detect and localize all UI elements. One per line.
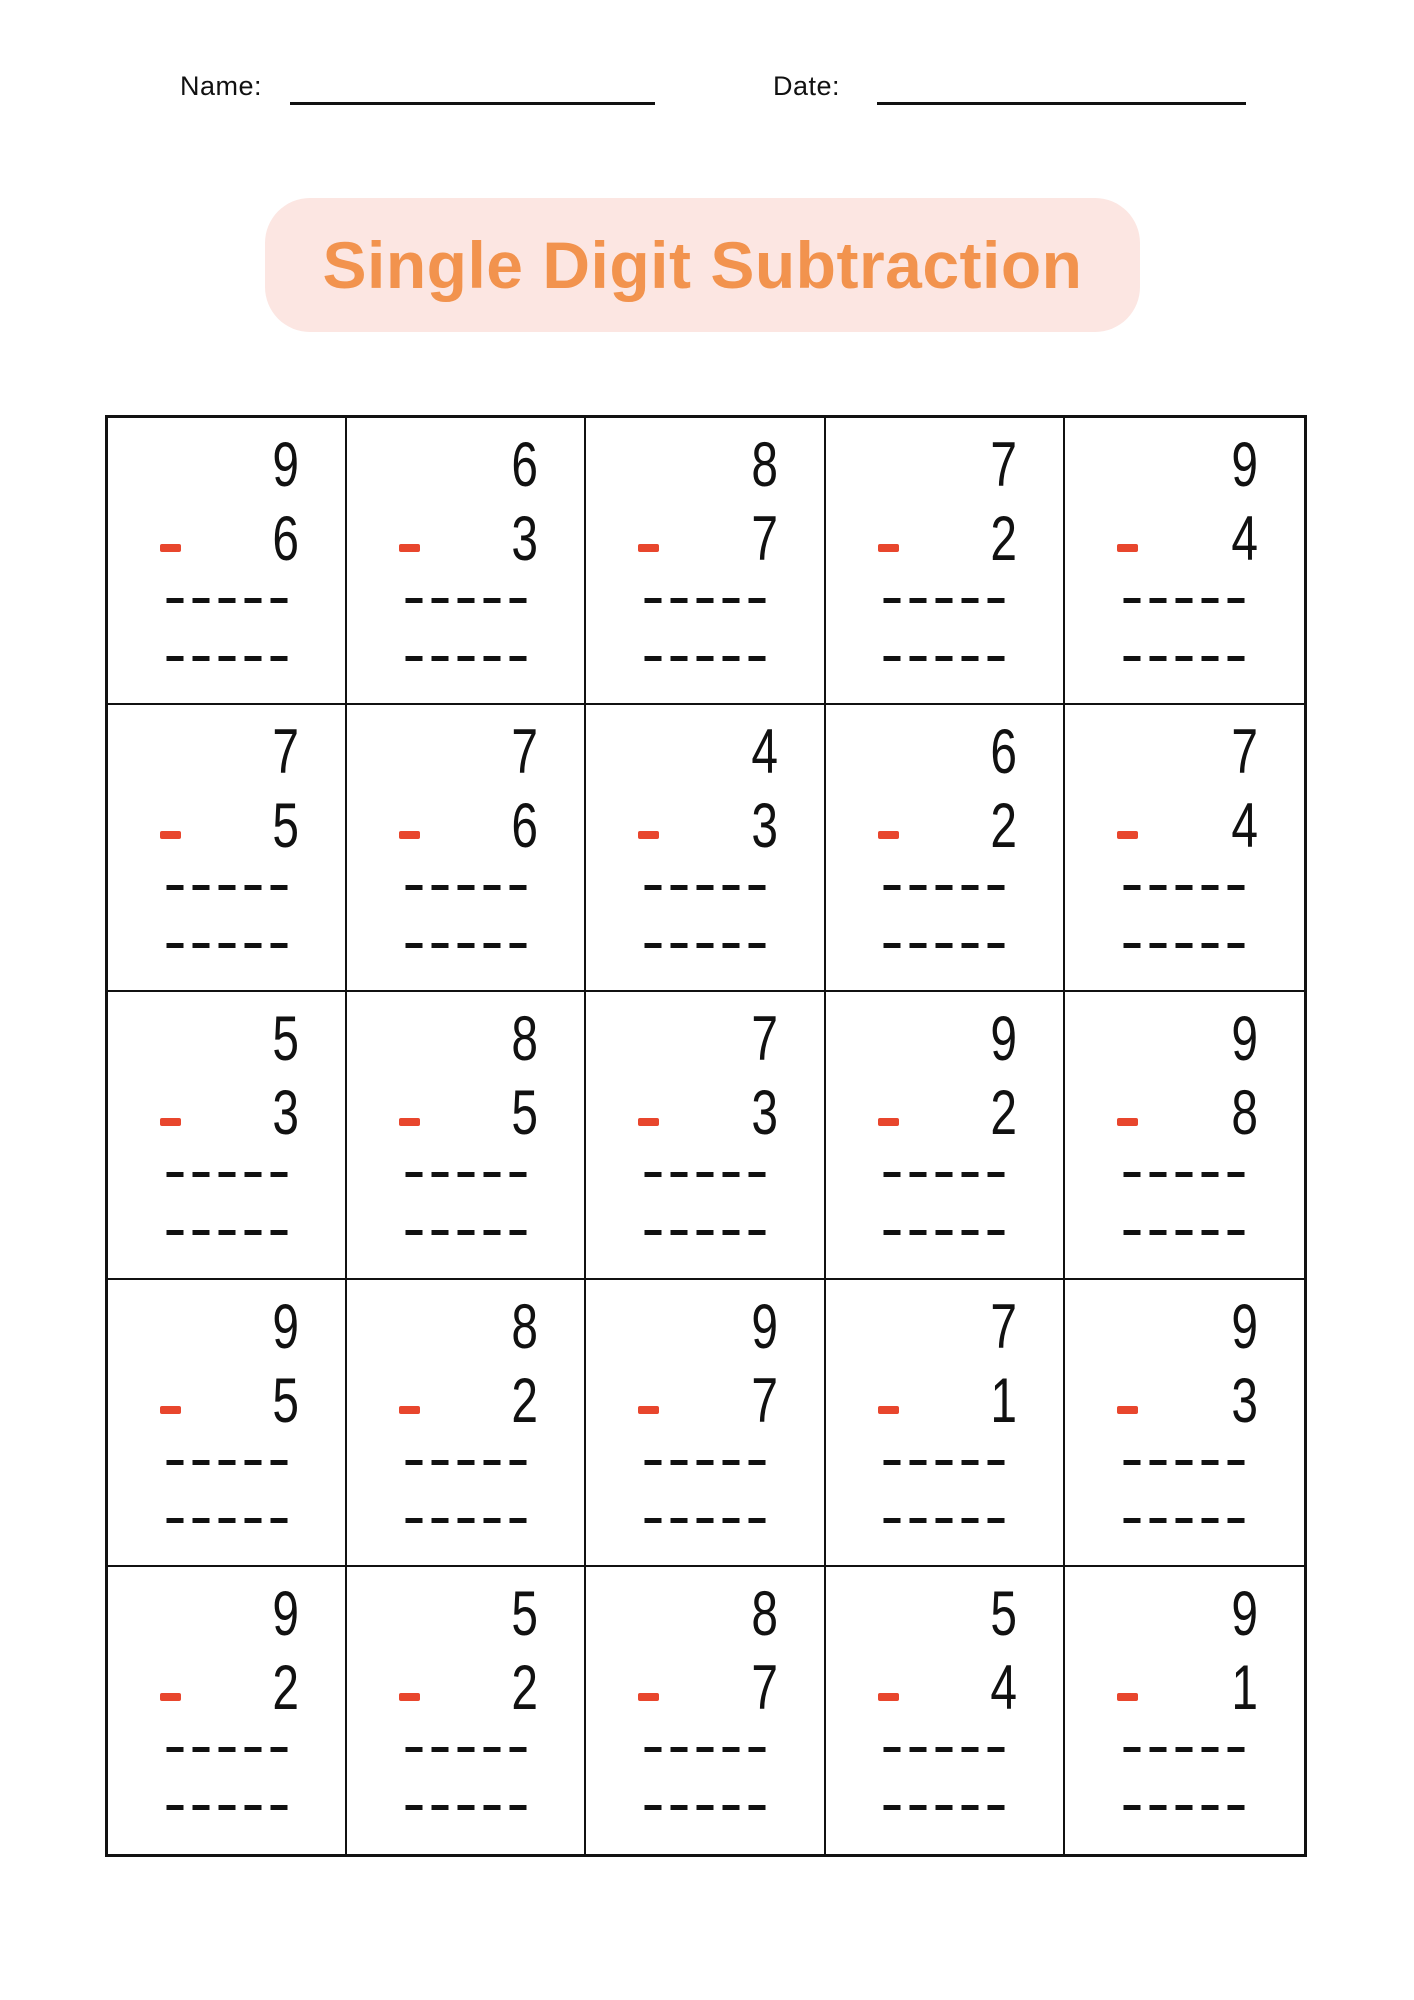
answer-line-1 (1124, 1460, 1245, 1465)
problem-cell (826, 1280, 1065, 1567)
operand-row (638, 504, 778, 574)
minus-icon (160, 544, 181, 552)
problem-cell (347, 705, 586, 992)
minus-icon (878, 1406, 899, 1414)
operand-row (1117, 1078, 1258, 1149)
minus-icon (638, 1406, 659, 1414)
answer-line-2 (166, 656, 287, 661)
minuend: 7 (990, 1291, 1017, 1362)
minus-icon (878, 1118, 899, 1126)
problem-cell (826, 992, 1065, 1279)
minus-icon (638, 831, 659, 839)
answer-line-1 (1124, 885, 1245, 890)
operand-row (878, 504, 1017, 574)
problem-cell (586, 1280, 825, 1567)
subtrahend: 3 (511, 504, 539, 574)
subtrahend: 4 (1231, 504, 1258, 574)
minus-icon (399, 544, 420, 552)
operand-row (160, 1078, 300, 1149)
operand-row (399, 791, 539, 862)
answer-line-2 (1124, 1805, 1245, 1810)
answer-line-2 (884, 943, 1005, 948)
answer-line-2 (884, 656, 1005, 661)
answer-line-1 (166, 1460, 287, 1465)
subtrahend: 7 (750, 1365, 778, 1436)
answer-line-2 (405, 943, 526, 948)
minus-icon (160, 831, 181, 839)
problem-cell (586, 418, 825, 705)
answer-line-1 (884, 885, 1005, 890)
minuend: 9 (272, 430, 300, 500)
answer-line-2 (166, 1518, 287, 1523)
answer-line-2 (166, 1805, 287, 1810)
problem-cell (1065, 992, 1304, 1279)
problem-cell (108, 705, 347, 992)
subtrahend: 6 (511, 791, 539, 862)
answer-line-2 (644, 1230, 765, 1235)
subtrahend: 5 (272, 791, 300, 862)
minus-icon (399, 831, 420, 839)
minuend: 6 (511, 430, 539, 500)
minuend: 7 (1231, 717, 1258, 788)
answer-line-2 (405, 1230, 526, 1235)
subtrahend: 3 (750, 1078, 778, 1149)
subtrahend: 3 (1231, 1365, 1258, 1436)
operand-row (878, 1078, 1017, 1149)
operand-row (160, 504, 300, 574)
answer-line-2 (405, 1805, 526, 1810)
problem-cell (586, 992, 825, 1279)
operand-row (1117, 1365, 1258, 1436)
answer-line-1 (1124, 1172, 1245, 1177)
minus-icon (878, 544, 899, 552)
operand-row (399, 504, 539, 574)
answer-line-1 (166, 885, 287, 890)
subtrahend: 7 (750, 504, 778, 574)
minus-icon (399, 1118, 420, 1126)
minus-icon (160, 1406, 181, 1414)
problem-cell (826, 705, 1065, 992)
minuend: 7 (750, 1004, 778, 1075)
subtrahend: 2 (511, 1365, 539, 1436)
answer-line-2 (644, 1518, 765, 1523)
minus-icon (160, 1693, 181, 1701)
minuend: 9 (272, 1291, 300, 1362)
answer-line-2 (405, 656, 526, 661)
problem-cell (586, 1567, 825, 1854)
operand-row (878, 1652, 1017, 1723)
subtrahend: 7 (750, 1652, 778, 1723)
problem-cell (108, 1567, 347, 1854)
subtrahend: 2 (990, 1078, 1017, 1149)
answer-line-1 (405, 1747, 526, 1752)
minuend: 8 (750, 1578, 778, 1649)
minuend: 8 (511, 1291, 539, 1362)
minus-icon (399, 1406, 420, 1414)
operand-row (399, 1078, 539, 1149)
operand-row (878, 791, 1017, 862)
operand-row (638, 1652, 778, 1723)
answer-line-1 (405, 1172, 526, 1177)
answer-line-2 (1124, 1518, 1245, 1523)
minuend: 9 (750, 1291, 778, 1362)
operand-row (160, 1365, 300, 1436)
answer-line-1 (1124, 1747, 1245, 1752)
subtrahend: 2 (511, 1652, 539, 1723)
answer-line-2 (1124, 1230, 1245, 1235)
answer-line-1 (644, 598, 765, 603)
minus-icon (1117, 831, 1138, 839)
name-field (180, 72, 655, 102)
subtrahend: 2 (990, 504, 1017, 574)
answer-line-2 (884, 1230, 1005, 1235)
subtrahend: 5 (272, 1365, 300, 1436)
minus-icon (1117, 544, 1138, 552)
answer-line-2 (644, 1805, 765, 1810)
subtrahend: 5 (511, 1078, 539, 1149)
problem-cell (586, 705, 825, 992)
subtrahend: 4 (1231, 791, 1258, 862)
operand-row (1117, 504, 1258, 574)
minus-icon (399, 1693, 420, 1701)
minuend: 9 (1231, 1291, 1258, 1362)
answer-line-2 (1124, 656, 1245, 661)
answer-line-1 (644, 1747, 765, 1752)
operand-row (638, 791, 778, 862)
answer-line-1 (884, 1172, 1005, 1177)
minuend: 7 (272, 717, 300, 788)
operand-row (638, 1078, 778, 1149)
minuend: 4 (750, 717, 778, 788)
date-label: Date: (773, 71, 841, 101)
minuend: 9 (1231, 1578, 1258, 1649)
subtrahend: 1 (1231, 1652, 1258, 1723)
page-title: Single Digit Subtraction (322, 228, 1083, 302)
problem-cell (108, 992, 347, 1279)
answer-line-2 (166, 943, 287, 948)
minuend: 9 (1231, 430, 1258, 500)
name-blank-line[interactable] (290, 102, 655, 105)
answer-line-2 (644, 943, 765, 948)
operand-row (878, 1365, 1017, 1436)
problem-cell (826, 1567, 1065, 1854)
minuend: 5 (272, 1004, 300, 1075)
minuend: 8 (511, 1004, 539, 1075)
answer-line-1 (644, 1460, 765, 1465)
minuend: 9 (1231, 1004, 1258, 1075)
operand-row (399, 1652, 539, 1723)
answer-line-2 (1124, 943, 1245, 948)
problem-cell (1065, 705, 1304, 992)
minuend: 6 (990, 717, 1017, 788)
answer-line-1 (405, 598, 526, 603)
answer-line-1 (884, 1747, 1005, 1752)
answer-line-1 (166, 598, 287, 603)
operand-row (1117, 1652, 1258, 1723)
operand-row (638, 1365, 778, 1436)
problem-cell (108, 1280, 347, 1567)
minus-icon (878, 1693, 899, 1701)
answer-line-1 (884, 1460, 1005, 1465)
date-field (773, 72, 1246, 102)
minuend: 7 (990, 430, 1017, 500)
problem-cell (826, 418, 1065, 705)
name-label: Name: (180, 71, 263, 101)
problem-cell (347, 992, 586, 1279)
minus-icon (638, 1118, 659, 1126)
minus-icon (1117, 1693, 1138, 1701)
operand-row (1117, 791, 1258, 862)
answer-line-2 (166, 1230, 287, 1235)
subtrahend: 8 (1231, 1078, 1258, 1149)
operand-row (160, 1652, 300, 1723)
answer-line-1 (644, 1172, 765, 1177)
minus-icon (638, 1693, 659, 1701)
problem-cell (1065, 1567, 1304, 1854)
minuend: 9 (272, 1578, 300, 1649)
subtrahend: 3 (272, 1078, 300, 1149)
answer-line-1 (644, 885, 765, 890)
answer-line-2 (884, 1805, 1005, 1810)
problem-cell (1065, 418, 1304, 705)
minus-icon (1117, 1118, 1138, 1126)
answer-line-1 (405, 1460, 526, 1465)
problem-cell (108, 418, 347, 705)
minuend: 9 (990, 1004, 1017, 1075)
answer-line-1 (884, 598, 1005, 603)
subtrahend: 2 (990, 791, 1017, 862)
problems-grid (105, 415, 1307, 1857)
answer-line-2 (405, 1518, 526, 1523)
minuend: 8 (750, 430, 778, 500)
operand-row (160, 791, 300, 862)
minuend: 5 (990, 1578, 1017, 1649)
operand-row (399, 1365, 539, 1436)
answer-line-1 (1124, 598, 1245, 603)
answer-line-1 (405, 885, 526, 890)
minus-icon (1117, 1406, 1138, 1414)
minus-icon (878, 831, 899, 839)
title-badge (265, 198, 1140, 332)
subtrahend: 3 (750, 791, 778, 862)
problem-cell (347, 418, 586, 705)
answer-line-1 (166, 1172, 287, 1177)
answer-line-1 (166, 1747, 287, 1752)
minuend: 5 (511, 1578, 539, 1649)
subtrahend: 6 (272, 504, 300, 574)
subtrahend: 1 (990, 1365, 1017, 1436)
problem-cell (347, 1280, 586, 1567)
answer-line-2 (884, 1518, 1005, 1523)
minus-icon (638, 544, 659, 552)
answer-line-2 (644, 656, 765, 661)
problem-cell (347, 1567, 586, 1854)
subtrahend: 4 (990, 1652, 1017, 1723)
minuend: 7 (511, 717, 539, 788)
date-blank-line[interactable] (877, 102, 1246, 105)
problem-cell (1065, 1280, 1304, 1567)
minus-icon (160, 1118, 181, 1126)
subtrahend: 2 (272, 1652, 300, 1723)
